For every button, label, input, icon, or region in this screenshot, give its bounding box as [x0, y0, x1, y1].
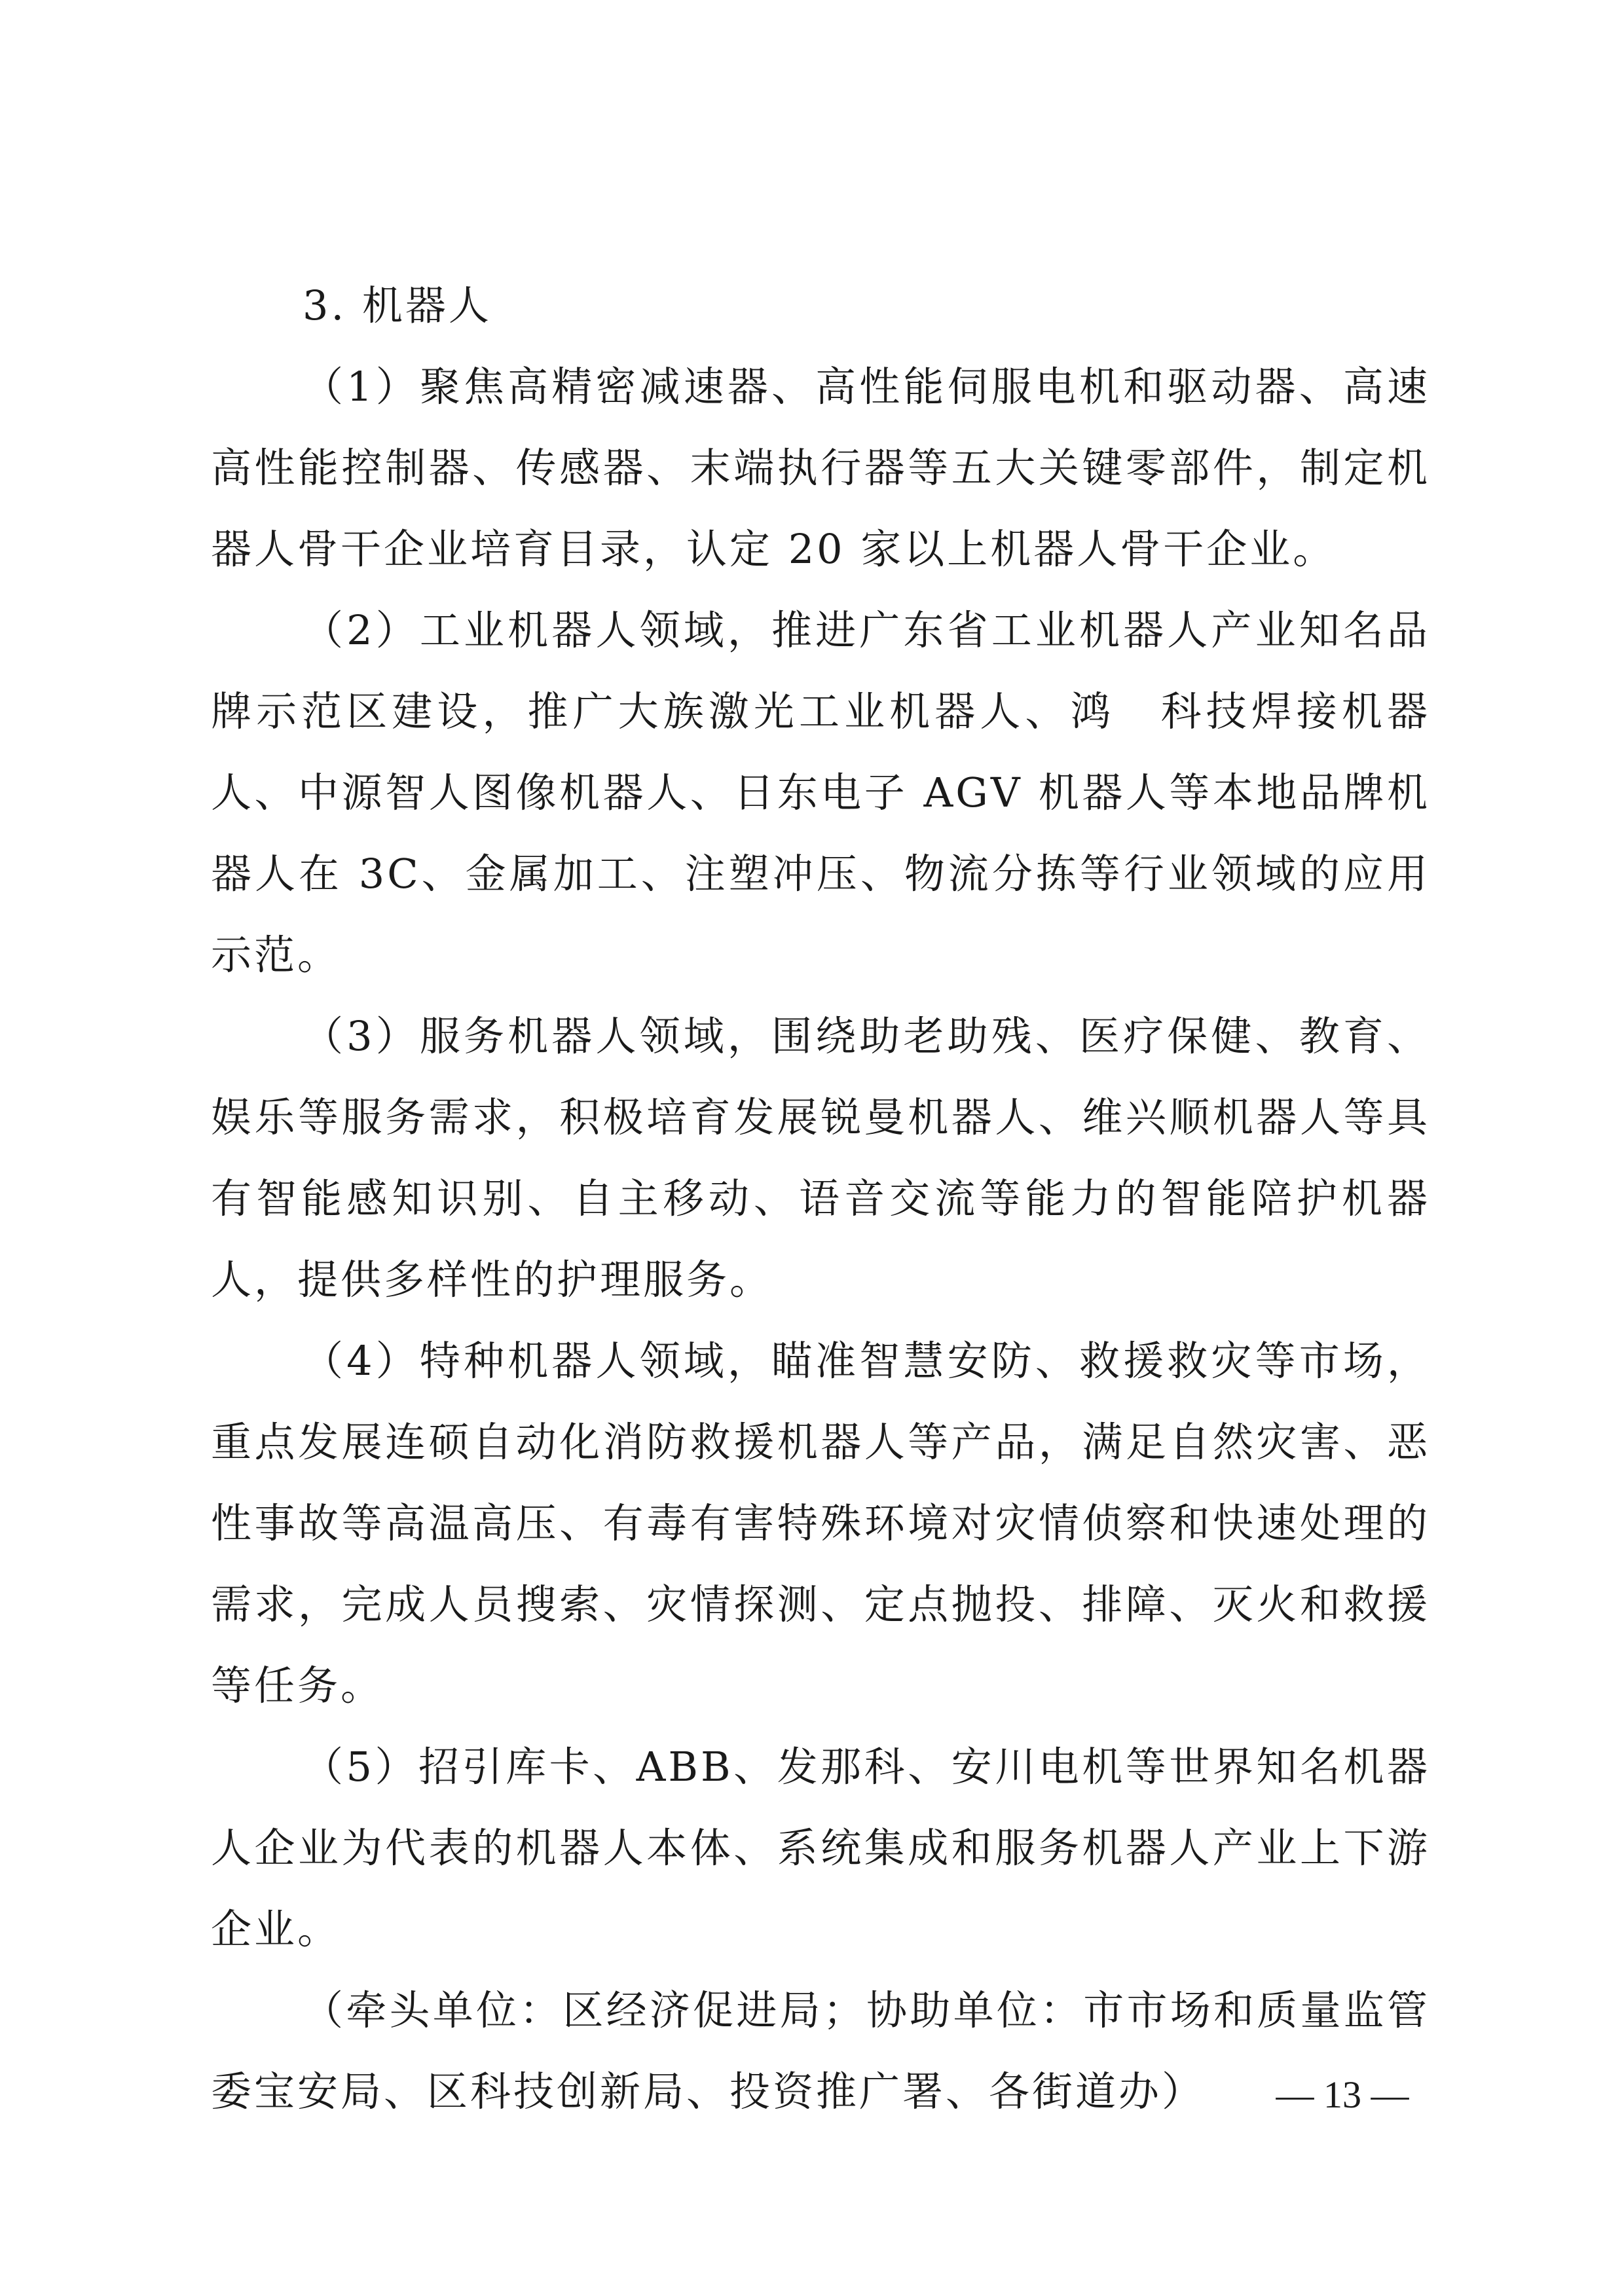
page-number: — 13 —	[1276, 2073, 1409, 2116]
paragraph-2: （2）工业机器人领域，推进广东省工业机器人产业知名品牌示范区建设，推广大族激光工业机器人、鸿 科技焊接机器人、中源智人图像机器人、日东电子 AGV 机器人等本地品牌机器人在 3C、金属加工、注塑冲压、物流分拣等行业领域的应用示范。	[211, 606, 1430, 979]
paragraph-4: （4）特种机器人领域，瞄准智慧安防、救援救灾等市场，重点发展连硕自动化消防救援机器人等产品，满足自然灾害、恶性事故等高温高压、有毒有害特殊环境对灾情侦察和快速处理的需求，完成人员搜索、灾情探测、定点抛投、排障、灭火和救援等任务。	[211, 1337, 1430, 1709]
paragraph-3: （3）服务机器人领域，围绕助老助残、医疗保健、教育、娱乐等服务需求，积极培育发展锐曼机器人、维兴顺机器人等具有智能感知识别、自主移动、语音交流等能力的智能陪护机器人，提供多样性的护理服务。	[211, 1012, 1430, 1303]
paragraph-1: （1）聚焦高精密减速器、高性能伺服电机和驱动器、高速高性能控制器、传感器、末端执行器等五大关键零部件，制定机器人骨干企业培育目录，认定 20 家以上机器人骨干企业。	[211, 363, 1430, 573]
paragraph-5: （5）招引库卡、ABB、发那科、安川电机等世界知名机器人企业为代表的机器人本体、系统集成和服务机器人产业上下游企业。	[211, 1743, 1430, 1953]
section-heading: 3. 机器人	[303, 282, 492, 329]
responsible-units: （牵头单位：区经济促进局；协助单位：市市场和质量监管委宝安局、区科技创新局、投资推广署、各街道办）	[211, 1986, 1430, 2115]
document-body	[211, 265, 1430, 2132]
